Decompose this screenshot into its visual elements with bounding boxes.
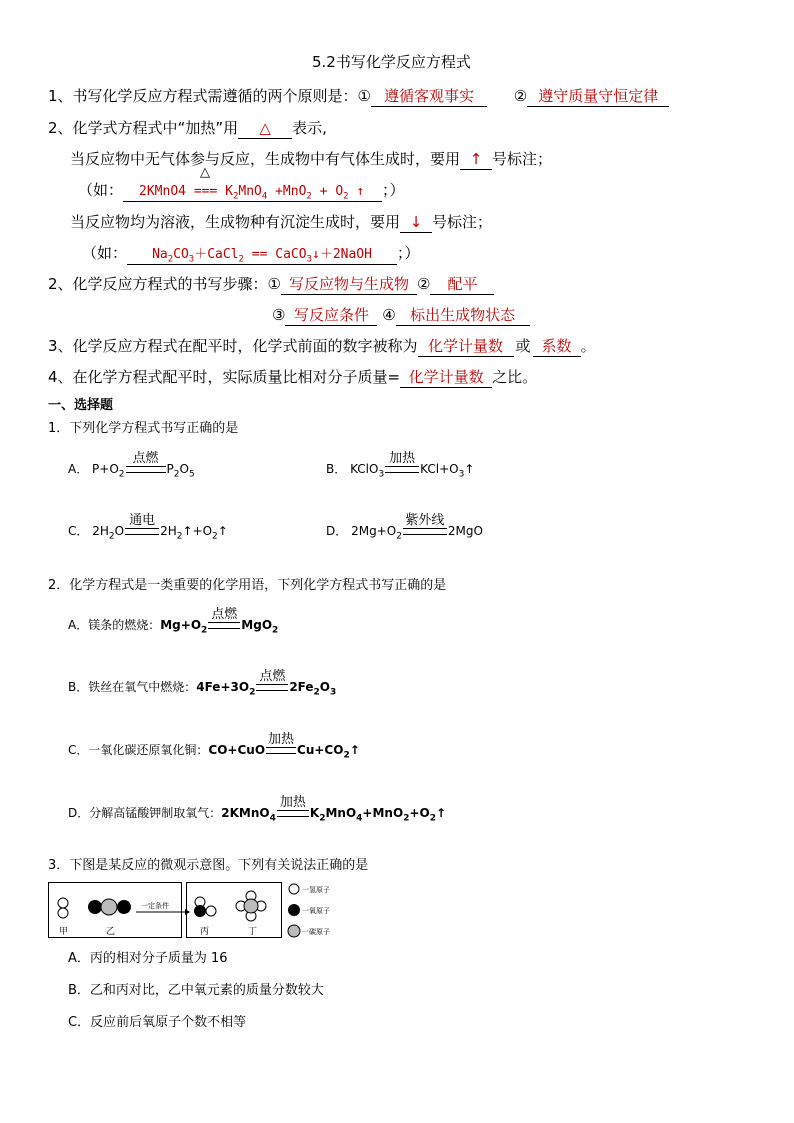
q2c-left: CO+CuO [208,743,266,757]
q1a-condition: 点燃 [125,452,167,477]
q4-mid: 或 [515,337,531,355]
q3-step-3: 写反应条件 [285,305,377,326]
legend-h: 一氢原子 [302,886,330,894]
q5-post: 之比。 [492,368,538,386]
option-label: B． [68,680,89,694]
intro-q2 [48,118,327,139]
legend-o-icon [288,904,300,916]
intro-q2b [70,212,492,233]
label-yi: 乙 [106,927,116,937]
q2a-ex-sign: === [193,184,218,199]
q1-text: 1、书写化学反应方程式需遵循的两个原则是：① [48,87,371,105]
q1d-right: 2MgO [447,524,483,538]
q1c-condition: 通电 [124,514,160,539]
q2-answer: △ [238,118,292,139]
q2a-ex-left: 2KMnO4 [139,184,186,199]
q3-option-b[interactable] [68,982,324,1000]
intro-q4 [48,336,596,357]
q1-mid: ② [513,87,528,105]
q1-answer-2: 遵守质量守恒定律 [527,86,669,107]
h-atom [58,898,68,908]
q1b-right: $KCl+O_3↑$ [420,462,475,480]
q2a-ex-post: ；） [382,181,405,199]
q1-answer-1: 遵循客观事实 [371,86,487,107]
option-label: B． [68,983,90,998]
label-ding: 丁 [248,927,258,937]
q2a-post: 号标注； [492,150,553,168]
option-desc: 铁丝在氧气中燃烧： [88,680,197,694]
q3-pre: 2、化学反应方程式的书写步骤：① [48,275,281,293]
intro-q2b-example [82,243,420,265]
q4-post: 。 [580,337,596,355]
label-bing: 丙 [200,927,210,937]
option-label: C． [68,743,89,757]
q2-option-c[interactable] [68,732,360,761]
q2a-ex-equation: 2KMnO4 === $K_2MnO_4 +MnO_2 + O_2$ ↑ [123,183,382,202]
q2a-condition: 点燃 [207,608,241,633]
page-title: 5.2书写化学反应方程式 [312,53,471,71]
q4-pre: 3、化学反应方程式在配平时，化学式前面的数字被称为 [48,337,418,355]
q2-option-b[interactable] [68,669,337,698]
reaction-diagram-svg [48,882,348,942]
q3-mark-2: ② [417,275,431,293]
option-label: A． [68,951,90,966]
intro-q5 [48,367,537,388]
c-atom [101,899,117,915]
q4-answer-2: 系数 [533,336,581,357]
o-atom [88,900,102,914]
c-atom [244,899,258,913]
q2b-ex-post: ；） [397,244,420,262]
arrow-condition: 一定条件 [141,902,169,910]
q1c-right: $2H_2↑+O_2↑$ [160,524,228,542]
intro-q2a [70,149,552,170]
q2-pre: 2、化学式方程式中“加热”用 [48,119,239,137]
q2b-condition: 点燃 [255,670,289,695]
option-text: 反应前后氧原子个数不相等 [90,1015,247,1030]
q1-option-d[interactable] [326,513,483,542]
q2d-right: $K_2MnO_4+MnO_2+O_2↑$ [309,806,447,824]
q1d-condition: 紫外线 [402,514,448,539]
o-atom [117,900,131,914]
q2b-post: 号标注； [432,213,493,231]
label-jia: 甲 [59,927,69,937]
legend-h-icon [289,884,299,894]
option-label: D． [68,806,90,820]
q1-option-b[interactable] [326,451,475,480]
option-text: 丙的相对分子质量为 16 [89,951,228,966]
q2b-ex-pre: （如： [82,244,128,262]
o-atom [194,905,206,917]
q1b-left: KClO$_3$ [350,462,385,480]
q3-option-a[interactable] [68,950,228,968]
q1-option-a[interactable] [68,451,195,480]
q1a-left: $P+O_2$ [92,462,125,480]
q1d-left: $2Mg+O_2$ [351,524,402,542]
option-desc: 镁条的燃烧： [88,618,161,632]
legend-c-icon [288,925,300,937]
q5-answer: 化学计量数 [400,367,492,388]
q2-post: 表示, [292,119,327,137]
q2c-condition: 加热 [265,733,297,758]
section-heading: 一、选择题 [48,398,114,413]
q-2-stem: 2．化学方程式是一类重要的化学用语，下列化学方程式书写正确的是 [48,578,447,593]
q2c-right: $Cu+CO_2↑$ [297,743,360,761]
q3-mark-3: ③ [272,306,286,324]
q3-step-4: 标出生成物状态 [396,305,530,326]
option-label: C． [68,524,89,538]
q3-step-2: 配平 [430,274,494,295]
q1b-condition: 加热 [384,452,420,477]
reaction-diagram [48,882,348,942]
q1-option-c[interactable] [68,513,228,542]
q2a-ex-pre: （如： [78,181,124,199]
legend-c: 一碳原子 [302,928,330,936]
q4-answer-1: 化学计量数 [418,336,514,357]
q2a-left: $Mg+O_2$ [160,618,208,636]
arrow-head [185,909,190,915]
q2d-left: 2KMnO$_4$ [221,806,276,824]
h-atom [58,908,68,918]
option-text: 乙和丙对比，乙中氧元素的质量分数较大 [89,983,324,998]
option-label: B． [326,462,347,476]
q-1-stem: 1．下列化学方程式书写正确的是 [48,421,239,436]
q-3-stem: 3．下图是某反应的微观示意图。下列有关说法正确的是 [48,858,369,873]
intro-q1 [48,86,669,107]
intro-q3 [48,274,494,295]
option-label: A． [68,618,89,632]
option-desc: 一氧化碳还原氧化铜： [88,743,209,757]
option-label: D． [326,524,348,538]
option-label: A． [68,462,89,476]
q2-option-a[interactable] [68,607,279,636]
q2a-heat-symbol: △ [200,165,210,180]
legend-o: 一氧原子 [302,907,330,915]
q2a-pre: 当反应物中无气体参与反应，生成物中有气体生成时，要用 [70,150,461,168]
q2-option-d[interactable] [68,795,447,824]
intro-q3b [272,305,530,326]
h-atom [206,906,216,916]
q2b-left: $4Fe+3O_2$ [196,680,256,698]
q3-step-1: 写反应物与生成物 [281,274,417,295]
q2b-answer: ↓ [400,212,432,233]
q2b-ex-equation: $Na_2CO_3+CaCl_2$ == CaCO$_3$↓＋2NaOH [127,246,397,265]
q2a-answer: ↑ [460,149,492,170]
q3-mark-4: ④ [382,306,396,324]
q2a-right: MgO$_2$ [241,618,279,636]
q5-pre: 4、在化学方程式配平时，实际质量比相对分子质量= [48,368,401,386]
q3-option-c[interactable] [68,1014,246,1032]
q1c-left: $2H_2O$ [92,524,125,542]
q2b-right: $2Fe_2O_3$ [289,680,337,698]
intro-q2a-example [78,180,405,202]
q1a-right: $P_2O_5$ [166,462,195,480]
q2d-condition: 加热 [276,796,310,821]
option-label: C． [68,1015,91,1030]
option-desc: 分解高锰酸钾制取氧气： [89,806,222,820]
q2b-pre: 当反应物均为溶液，生成物种有沉淀生成时，要用 [70,213,401,231]
